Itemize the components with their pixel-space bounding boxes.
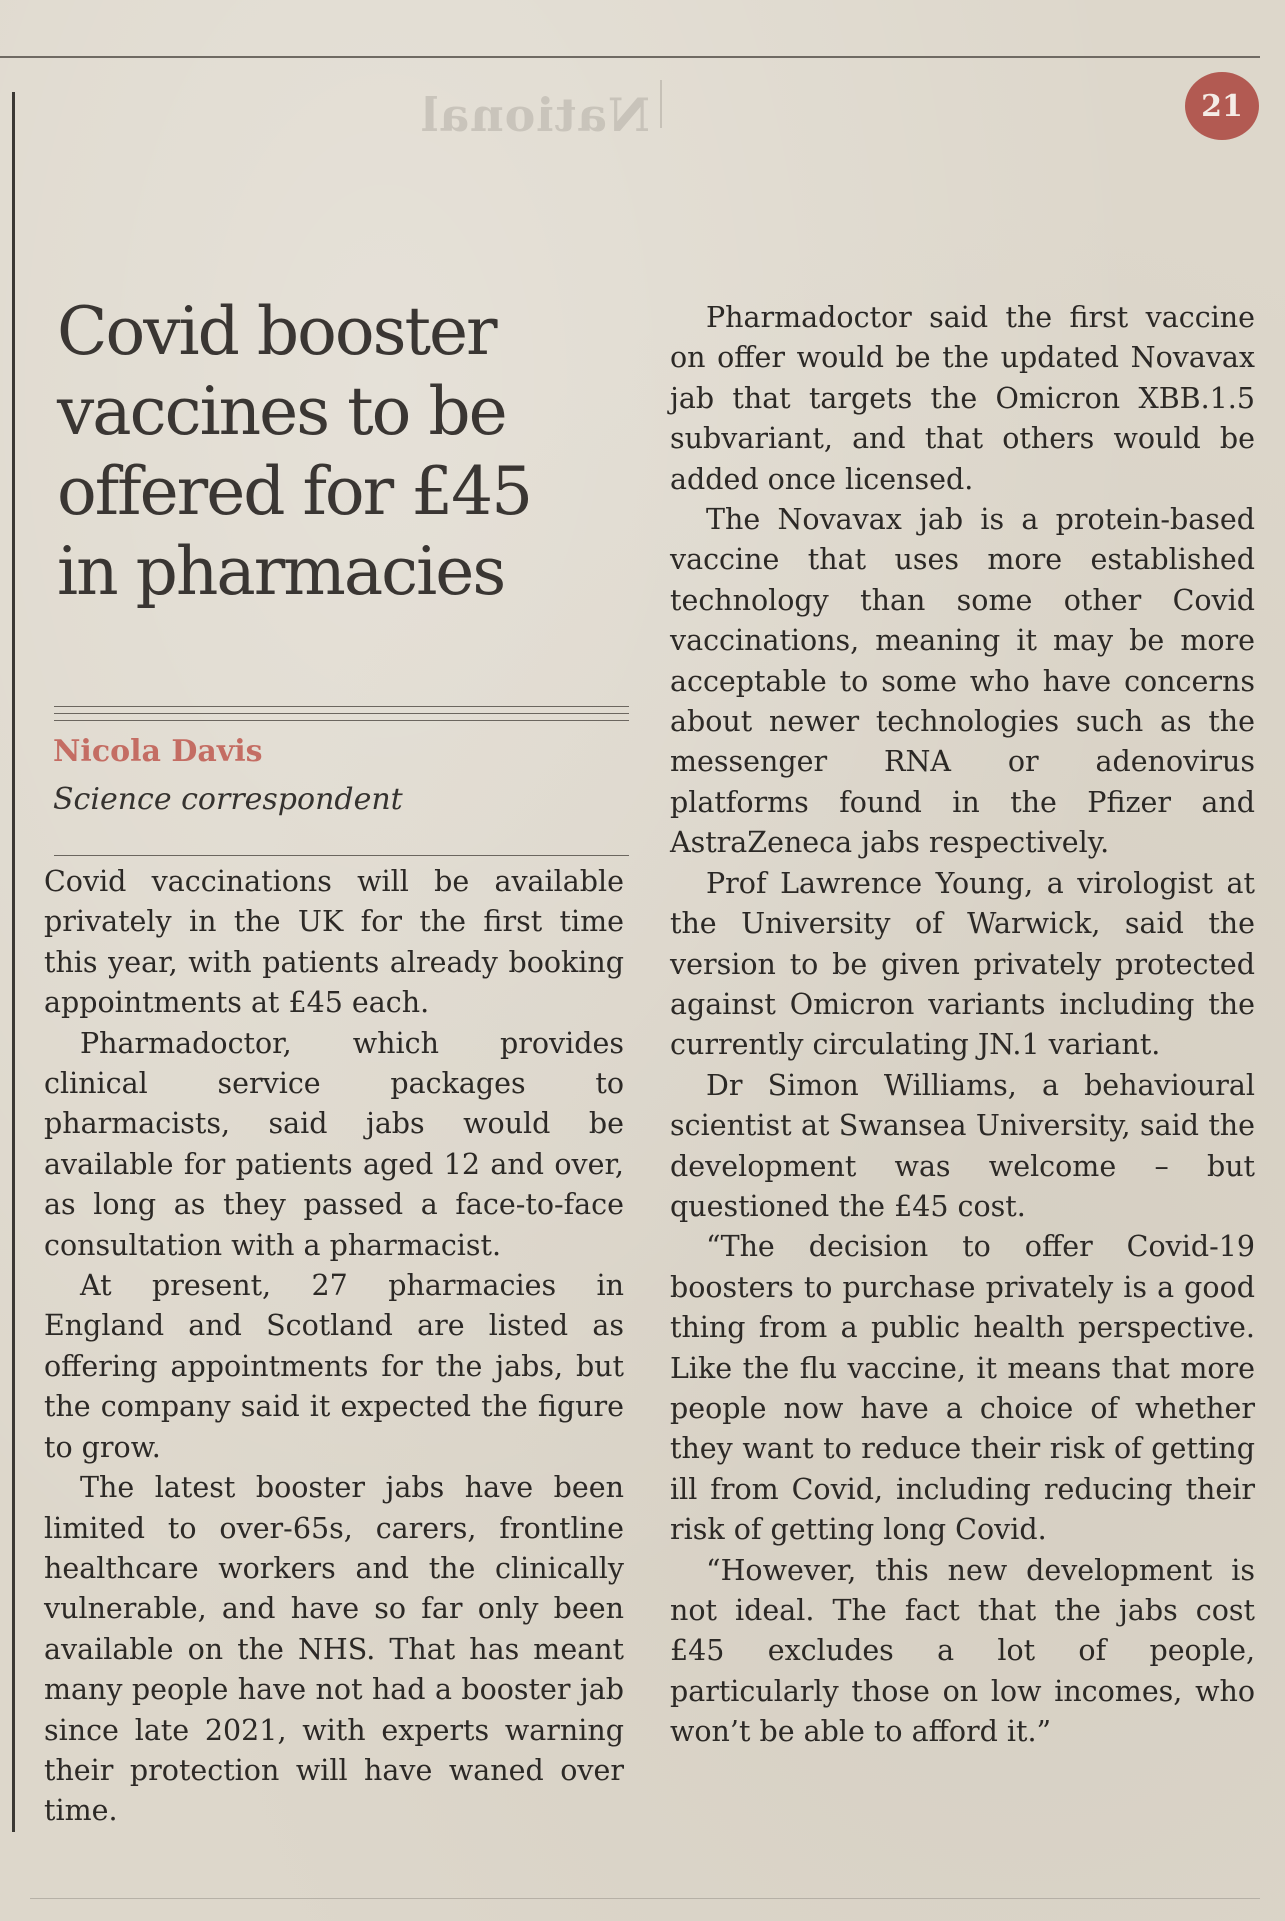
byline-rule [54,855,629,856]
masthead-divider [660,80,662,128]
left-column-rule [12,92,15,1832]
top-rule [0,56,1260,58]
article-paragraph: “However, this new development is not ideal. The fact that the jabs cost £45 excludes a lot of people, particularly those on low incomes, who won’t be able to afford it.” [670,1553,1255,1749]
article-paragraph: At present, 27 pharmacies in England and Scotland are listed as offering appointments for the jabs, but the company said it expected the figure to grow. [44,1269,624,1464]
article-paragraph: Pharmadoctor, which provides clinical service packages to pharmacists, said jabs would be available for patients aged 12 and over, as long as they passed a face-to-face consultation with a pharmacist. [44,1026,624,1262]
article-paragraph: Covid vaccinations will be available privately in the UK for the first time this year, with patients already booking appointments at £45 each. [44,865,624,1020]
article-paragraph: Pharmadoctor said the first vaccine on offer would be the updated Novavax jab that targets the Omicron XBB.1.5 subvariant, and that others would be added once licensed. [670,301,1255,496]
article-paragraph: The Novavax jab is a protein-based vaccine that uses more established technology than some other Covid vaccinations, meaning it may be more acceptable to some who have concerns about newer technologies such as the messenger RNA or adenovirus platforms found in the Pfizer and AstraZeneca jabs respectively. [670,503,1255,860]
article-left-column [44,862,624,1832]
article-paragraph: The latest booster jabs have been limited to over-65s, carers, frontline healthcare workers and the clinically vulnerable, and have so far only been available on the NHS. That has meant many people have not had a booster jab since late 2021, with experts warning their protection will have waned over time. [44,1471,624,1828]
article-paragraph: “The decision to offer Covid-19 boosters to purchase privately is a good thing from a public health perspective. Like the flu vaccine, it means that more people now have a choice of whether they want to reduce their risk of getting ill from Covid, including reducing their risk of getting long Covid. [670,1230,1255,1547]
byline-role: Science correspondent [53,782,403,817]
byline-name: Nicola Davis [53,734,263,769]
article-right-column [670,298,1255,1753]
headline-rule [54,706,629,727]
article-headline: Covid booster vaccines to be offered for £45 in pharmacies [57,293,532,610]
bottom-rule [30,1898,1260,1899]
section-label: National [420,88,650,142]
page-number-badge: 21 [1185,72,1259,140]
article-paragraph: Prof Lawrence Young, a virologist at the University of Warwick, said the version to be given privately protected against Omicron variants including the currently circulating JN.1 variant. [670,866,1255,1062]
article-paragraph: Dr Simon Williams, a behavioural scientist at Swansea University, said the development was welcome – but questioned the £45 cost. [670,1068,1255,1223]
